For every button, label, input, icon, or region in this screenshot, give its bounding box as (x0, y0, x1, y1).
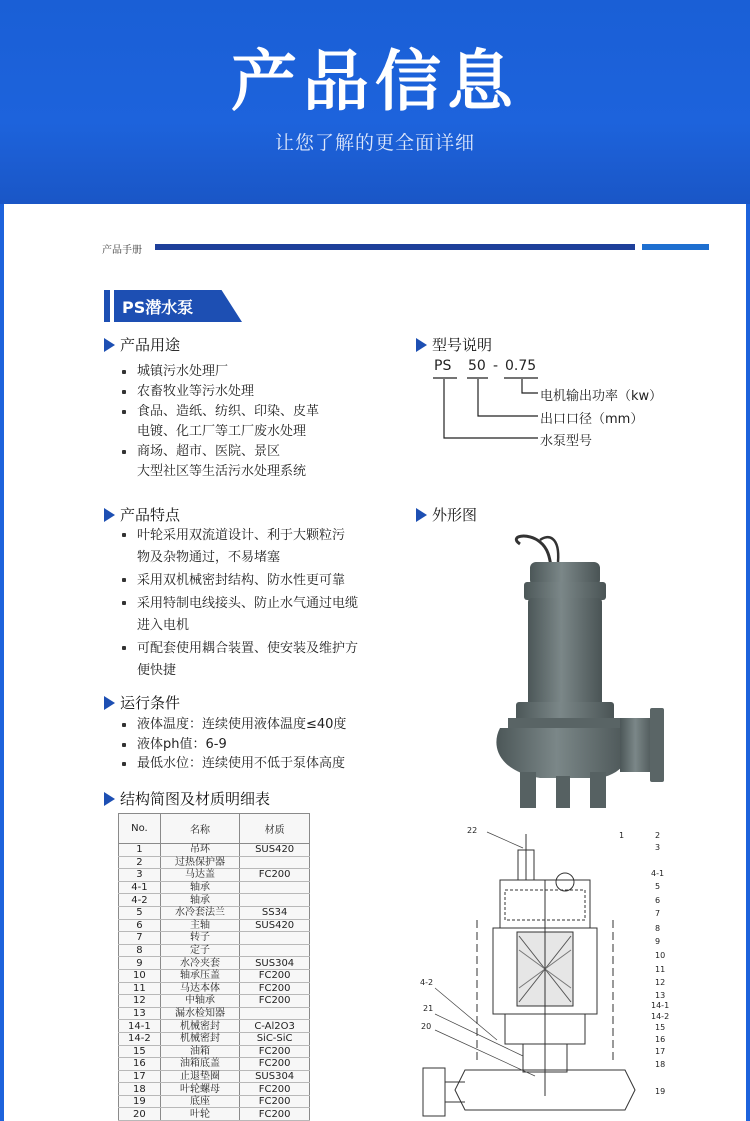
materials-cell-material (240, 1007, 310, 1020)
list-item-line: 可配套使用耦合装置、使安装及维护方 (137, 641, 359, 656)
materials-cell-material: FC200 (240, 969, 310, 982)
materials-cell-name: 油箱 (160, 1045, 239, 1058)
manual-label: 产品手册 (102, 245, 142, 256)
triangle-bullet-icon (416, 338, 427, 352)
list-item-line: 便快捷 (137, 663, 177, 678)
materials-cell-name: 叶轮螺母 (160, 1083, 239, 1096)
materials-cell-name: 漏水检知器 (160, 1007, 239, 1020)
table-row (119, 869, 310, 882)
table-row (119, 1045, 310, 1058)
table-row (119, 894, 310, 907)
list-item (120, 715, 346, 735)
drawing-callout-number: 3 (655, 843, 661, 852)
frame-right (746, 204, 750, 1121)
materials-cell-no: 11 (119, 982, 161, 995)
hero-banner (0, 0, 750, 204)
table-row (119, 957, 310, 970)
materials-cell-material (240, 944, 310, 957)
list-item-line: 农畜牧业等污水处理 (137, 384, 255, 399)
materials-cell-material: FC200 (240, 995, 310, 1008)
materials-cell-material: SiC-SiC (240, 1032, 310, 1045)
table-row (119, 969, 310, 982)
materials-cell-name: 水冷夹套 (160, 957, 239, 970)
materials-cell-name: 过热保护器 (160, 856, 239, 869)
list-item (120, 735, 346, 755)
list-item-line: 大型社区等生活污水处理系统 (137, 464, 307, 479)
materials-header-name: 名称 (160, 814, 239, 844)
materials-cell-material: FC200 (240, 1095, 310, 1108)
list-item-line: 商场、超市、医院、景区 (137, 444, 281, 459)
list-item-line: 食品、造纸、纺织、印染、皮革 (137, 404, 320, 419)
model-label-power: 电机输出功率（kw） (540, 389, 663, 404)
drawing-callout-number: 18 (655, 1060, 666, 1069)
drawing-callout-number: 16 (655, 1035, 666, 1044)
materials-cell-name: 定子 (160, 944, 239, 957)
operation-heading (104, 692, 180, 713)
section-title: PS潜水泵 (122, 298, 194, 317)
list-item-line: 最低水位：连续使用不低于泵体高度 (137, 756, 346, 771)
usage-heading (104, 334, 180, 355)
table-row (119, 906, 310, 919)
materials-cell-material (240, 856, 310, 869)
list-item (120, 570, 358, 592)
pump-photo (480, 532, 680, 812)
materials-cell-no: 7 (119, 932, 161, 945)
table-row (119, 982, 310, 995)
list-item-line: 城镇污水处理厂 (137, 364, 229, 379)
materials-cell-no: 13 (119, 1007, 161, 1020)
materials-cell-material: SUS304 (240, 1070, 310, 1083)
triangle-bullet-icon (104, 696, 115, 710)
materials-cell-no: 1 (119, 844, 161, 857)
materials-cell-name: 主轴 (160, 919, 239, 932)
drawing-callout-number: 14-2 (651, 1012, 670, 1021)
materials-cell-no: 4-1 (119, 881, 161, 894)
list-item-line: 电镀、化工厂等工厂废水处理 (137, 424, 307, 439)
materials-cell-name: 底座 (160, 1095, 239, 1108)
materials-cell-no: 6 (119, 919, 161, 932)
materials-cell-name: 马达本体 (160, 982, 239, 995)
list-item-line: 采用特制电线接头、防止水气通过电缆 (137, 596, 359, 611)
materials-table (118, 813, 310, 1121)
manual-divider-accent (642, 244, 709, 250)
drawing-callout-number: 4-2 (420, 978, 434, 987)
materials-cell-material: SS34 (240, 906, 310, 919)
materials-cell-material: SUS304 (240, 957, 310, 970)
model-code-power: 0.75 (505, 358, 537, 374)
materials-cell-name: 油箱底盖 (160, 1058, 239, 1071)
triangle-bullet-icon (416, 508, 427, 522)
model-heading (416, 334, 492, 355)
materials-cell-name: 轴承压盖 (160, 969, 239, 982)
list-item (120, 754, 346, 774)
list-item-line: 叶轮采用双流道设计、利于大颗粒污 (137, 528, 346, 543)
list-item (120, 362, 319, 382)
model-heading-text: 型号说明 (432, 336, 493, 354)
materials-cell-no: 17 (119, 1070, 161, 1083)
materials-cell-name: 轴承 (160, 881, 239, 894)
table-row (119, 1020, 310, 1033)
model-explanation (430, 358, 690, 458)
drawing-callout-number: 19 (655, 1087, 666, 1096)
drawing-callout-number: 10 (655, 951, 666, 960)
table-row (119, 1032, 310, 1045)
table-row (119, 932, 310, 945)
list-item-line: 进入电机 (137, 618, 190, 633)
materials-cell-no: 20 (119, 1108, 161, 1121)
list-item (120, 593, 358, 637)
materials-header-material: 材质 (240, 814, 310, 844)
drawing-callout-number: 9 (655, 937, 661, 946)
drawing-callout-number: 2 (655, 831, 661, 840)
materials-header-row (119, 814, 310, 844)
list-item (120, 442, 319, 482)
materials-cell-material: C-Al2O3 (240, 1020, 310, 1033)
list-item (120, 638, 358, 682)
drawing-callout-number: 22 (467, 826, 478, 835)
model-code-series: PS (434, 358, 452, 374)
triangle-bullet-icon (104, 792, 115, 806)
table-row (119, 1083, 310, 1096)
materials-cell-no: 15 (119, 1045, 161, 1058)
materials-cell-no: 16 (119, 1058, 161, 1071)
materials-cell-no: 3 (119, 869, 161, 882)
usage-heading-text: 产品用途 (120, 336, 181, 354)
hero-subtitle: 让您了解的更全面详细 (274, 132, 475, 154)
appearance-heading (416, 504, 477, 525)
materials-cell-no: 2 (119, 856, 161, 869)
drawing-callout-number: 6 (655, 896, 661, 905)
materials-cell-name: 马达盖 (160, 869, 239, 882)
materials-cell-name: 水冷套法兰 (160, 906, 239, 919)
model-label-series: 水泵型号 (540, 434, 593, 449)
materials-cell-no: 9 (119, 957, 161, 970)
materials-header-no: No. (119, 814, 161, 844)
list-item-line: 液体温度：连续使用液体温度≤40度 (137, 717, 347, 732)
materials-cell-no: 4-2 (119, 894, 161, 907)
materials-cell-name: 转子 (160, 932, 239, 945)
materials-cell-name: 叶轮 (160, 1108, 239, 1121)
materials-cell-no: 14-1 (119, 1020, 161, 1033)
list-item-line: 液体ph值：6-9 (137, 736, 227, 752)
materials-cell-no: 18 (119, 1083, 161, 1096)
materials-cell-material: FC200 (240, 1045, 310, 1058)
table-row (119, 1095, 310, 1108)
drawing-callout-number: 7 (655, 909, 661, 918)
operation-heading-text: 运行条件 (120, 694, 181, 712)
table-row (119, 1108, 310, 1121)
appearance-heading-text: 外形图 (432, 506, 478, 524)
table-row (119, 1007, 310, 1020)
features-list (120, 525, 358, 683)
triangle-bullet-icon (104, 508, 115, 522)
table-row (119, 1070, 310, 1083)
materials-body (119, 844, 310, 1121)
features-heading-text: 产品特点 (120, 506, 181, 524)
materials-cell-no: 10 (119, 969, 161, 982)
materials-cell-material: FC200 (240, 869, 310, 882)
drawing-callout-number: 20 (421, 1022, 432, 1031)
materials-cell-no: 12 (119, 995, 161, 1008)
materials-cell-no: 19 (119, 1095, 161, 1108)
usage-list (120, 362, 319, 482)
list-item (120, 382, 319, 402)
materials-cell-material (240, 894, 310, 907)
model-label-outlet: 出口口径（mm） (540, 412, 644, 427)
table-row (119, 1058, 310, 1071)
drawing-callout-number: 1 (619, 831, 625, 840)
list-item-line: 物及杂物通过，不易堵塞 (137, 550, 281, 565)
table-row (119, 919, 310, 932)
list-item (120, 402, 319, 442)
list-item (120, 525, 358, 569)
materials-cell-material: FC200 (240, 1108, 310, 1121)
drawing-callout-number: 13 (655, 991, 666, 1000)
table-row (119, 881, 310, 894)
triangle-bullet-icon (104, 338, 115, 352)
table-row (119, 995, 310, 1008)
structure-heading (104, 788, 270, 809)
materials-cell-material (240, 932, 310, 945)
drawing-callout-number: 8 (655, 924, 661, 933)
features-heading (104, 504, 180, 525)
section-banner-accent (104, 290, 110, 322)
drawing-callout-number: 5 (655, 882, 661, 891)
materials-cell-no: 14-2 (119, 1032, 161, 1045)
drawing-callout-number: 12 (655, 978, 666, 987)
materials-cell-name: 止退垫圈 (160, 1070, 239, 1083)
drawing-callout-number: 21 (423, 1004, 434, 1013)
table-row (119, 844, 310, 857)
drawing-callout-number: 11 (655, 965, 666, 974)
drawing-callout-number: 17 (655, 1047, 666, 1056)
manual-divider (155, 244, 635, 250)
materials-cell-no: 5 (119, 906, 161, 919)
materials-cell-name: 吊环 (160, 844, 239, 857)
materials-cell-material: SUS420 (240, 919, 310, 932)
hero-title: 产品信息 (231, 43, 519, 120)
drawing-callout-number: 14-1 (651, 1001, 670, 1010)
materials-cell-material: FC200 (240, 1058, 310, 1071)
drawing-callout-number: 4-1 (651, 869, 665, 878)
model-code-dash: - (493, 358, 499, 374)
operation-list (120, 715, 346, 774)
materials-cell-name: 中轴承 (160, 995, 239, 1008)
table-row (119, 944, 310, 957)
model-code-outlet: 50 (468, 358, 486, 374)
materials-cell-material (240, 881, 310, 894)
list-item-line: 采用双机械密封结构、防水性更可靠 (137, 573, 346, 588)
structure-heading-text: 结构简图及材质明细表 (120, 790, 271, 808)
materials-cell-material: FC200 (240, 1083, 310, 1096)
frame-left (0, 204, 4, 1121)
table-row (119, 856, 310, 869)
materials-cell-material: FC200 (240, 982, 310, 995)
materials-cell-material: SUS420 (240, 844, 310, 857)
drawing-callout-number: 15 (655, 1023, 666, 1032)
materials-cell-name: 轴承 (160, 894, 239, 907)
materials-cell-name: 机械密封 (160, 1032, 239, 1045)
materials-cell-no: 8 (119, 944, 161, 957)
materials-cell-name: 机械密封 (160, 1020, 239, 1033)
